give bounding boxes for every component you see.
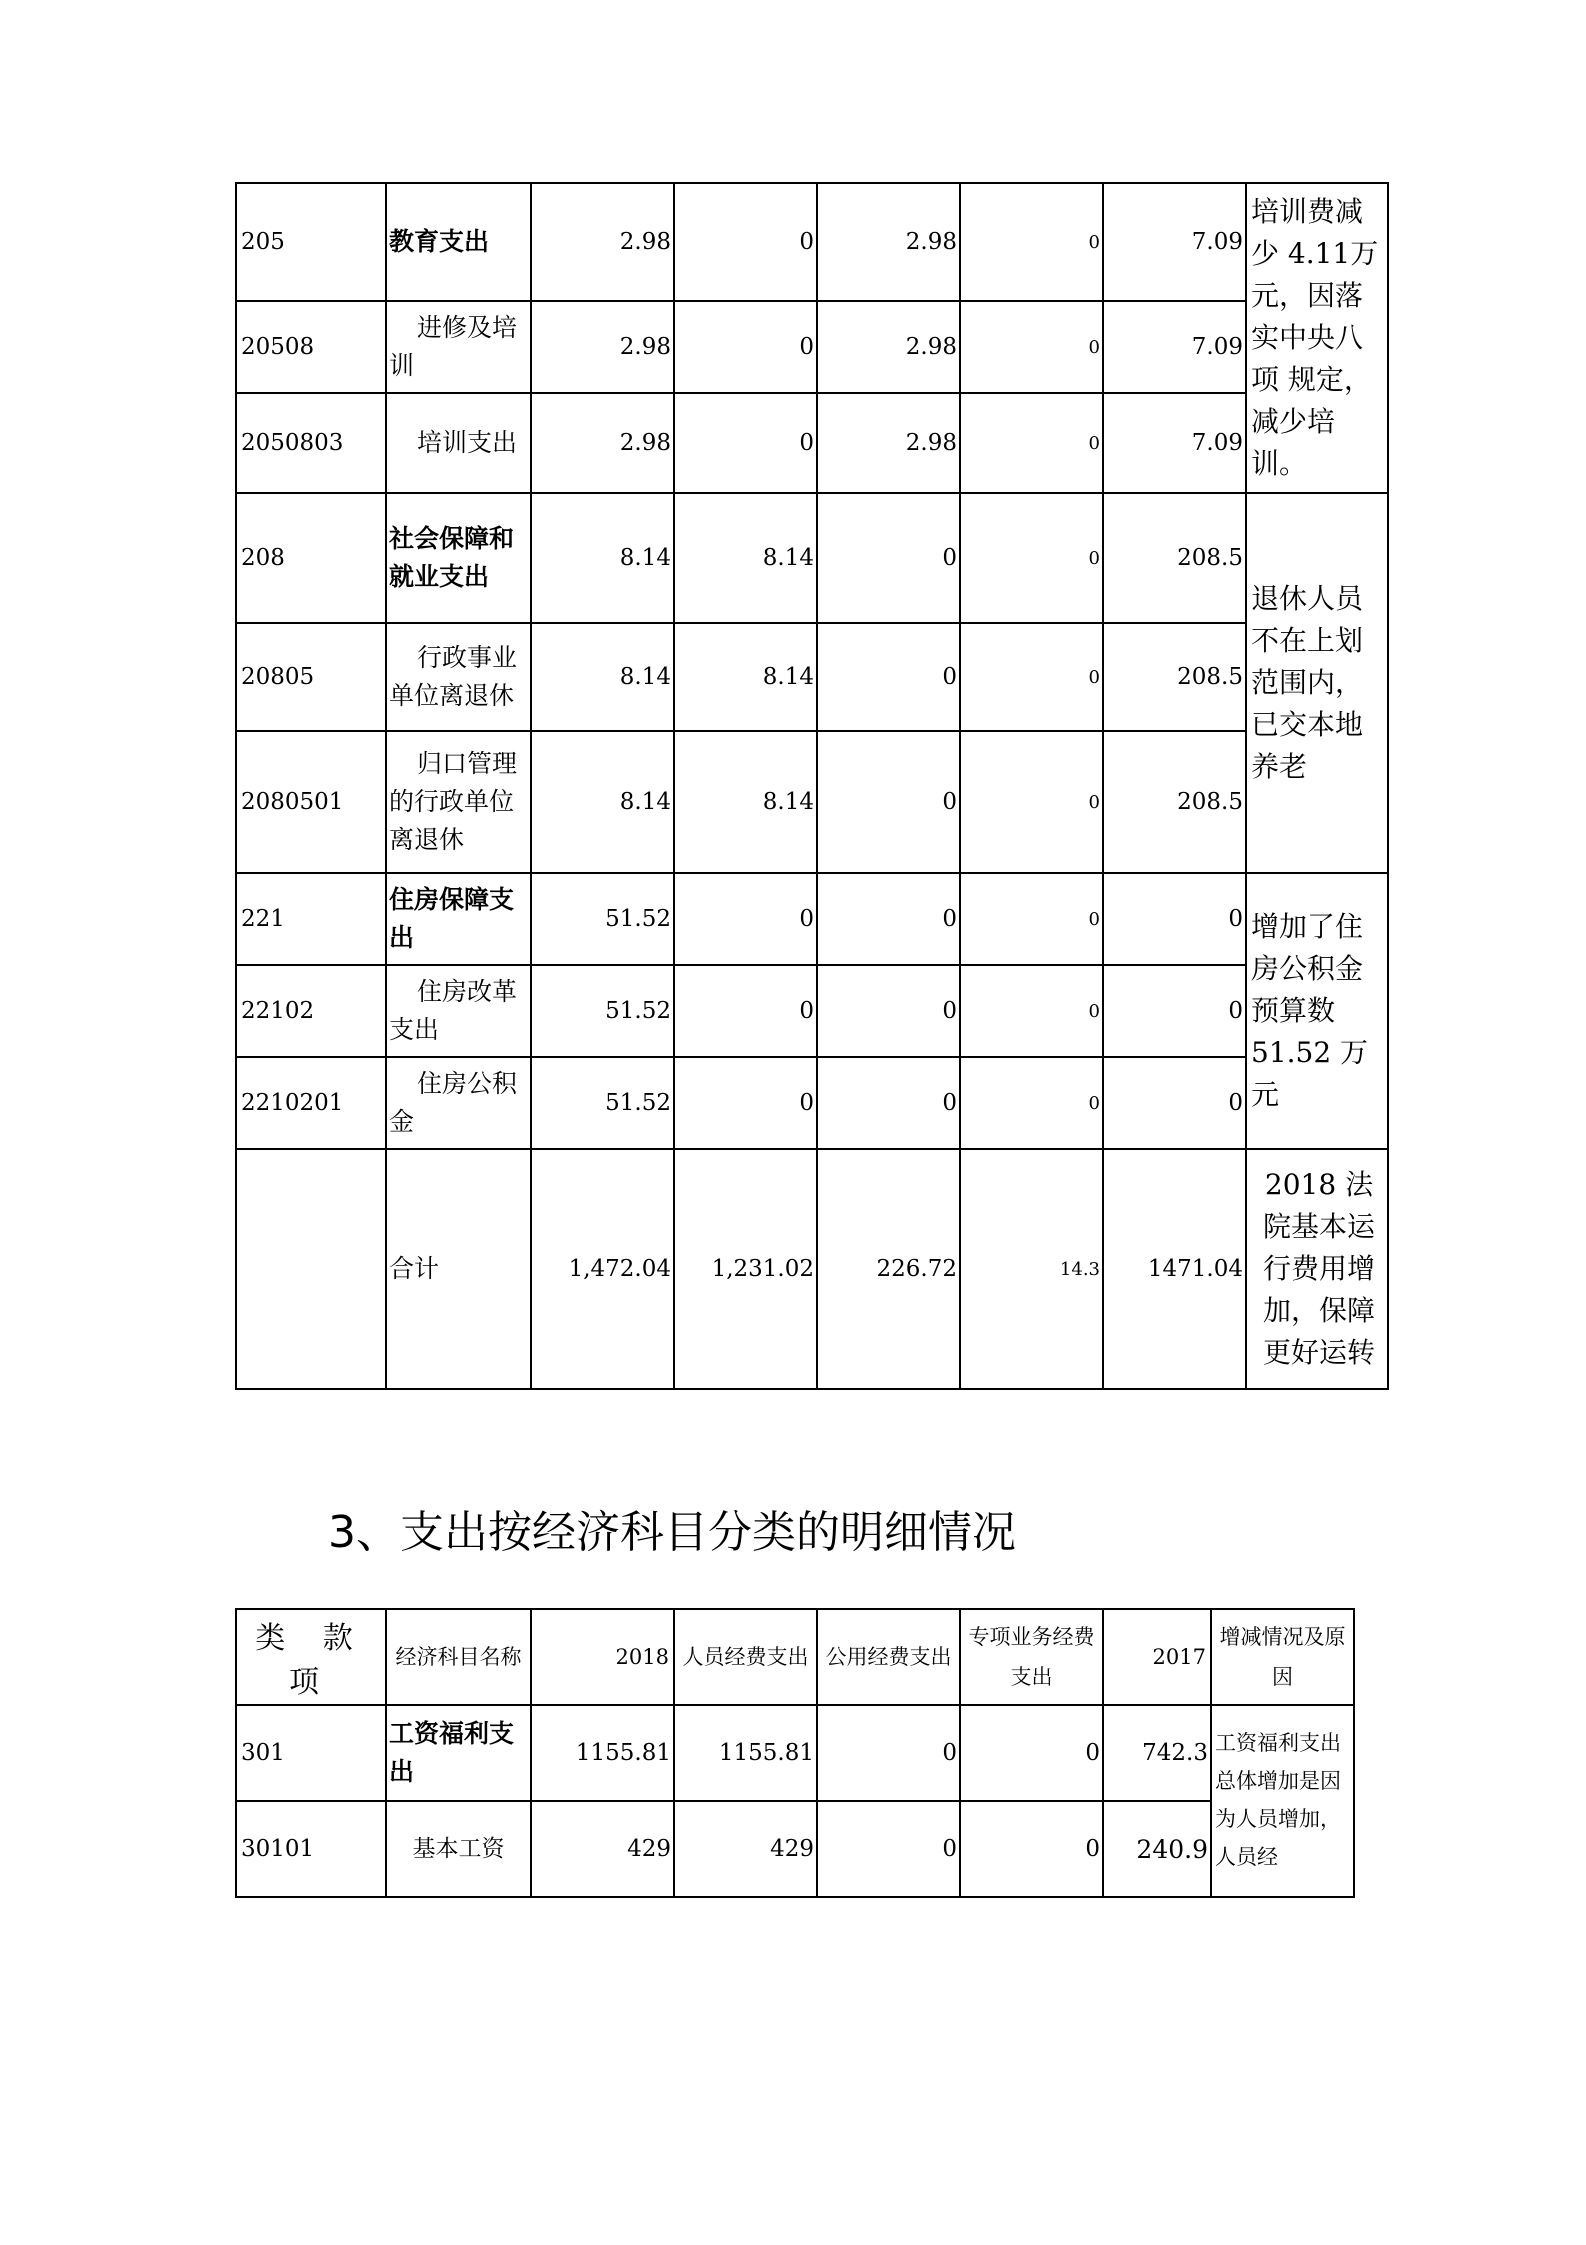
reason-cell: 增加了住房公积金预算数51.52 万元 <box>1246 873 1388 1149</box>
row-name: 基本工资 <box>386 1801 531 1897</box>
row-value: 0 <box>817 873 960 965</box>
table-row <box>236 393 1388 493</box>
table-row <box>236 873 1388 965</box>
total-code <box>236 1149 386 1389</box>
row-value: 0 <box>674 393 817 493</box>
header-personnel: 人员经费支出 <box>674 1609 817 1705</box>
row-value: 0 <box>674 301 817 393</box>
total-value: 226.72 <box>817 1149 960 1389</box>
total-value: 1471.04 <box>1103 1149 1246 1389</box>
row-value: 2.98 <box>817 393 960 493</box>
table-row <box>236 623 1388 731</box>
row-value: 8.14 <box>674 493 817 623</box>
row-value: 429 <box>674 1801 817 1897</box>
header-subject-name: 经济科目名称 <box>386 1609 531 1705</box>
row-code: 205 <box>236 183 386 301</box>
row-value: 2.98 <box>817 183 960 301</box>
row-value: 2.98 <box>817 301 960 393</box>
row-value: 51.52 <box>531 965 674 1057</box>
row-name: 归口管理的行政单位离退休 <box>386 731 531 873</box>
row-value: 0 <box>674 1057 817 1149</box>
row-value: 240.9 <box>1103 1801 1211 1897</box>
row-value: 0 <box>960 873 1103 965</box>
row-value: 0 <box>817 1705 960 1801</box>
row-value: 7.09 <box>1103 183 1246 301</box>
row-value: 0 <box>817 1801 960 1897</box>
total-value: 1,231.02 <box>674 1149 817 1389</box>
row-value: 0 <box>960 623 1103 731</box>
row-value: 0 <box>960 1057 1103 1149</box>
row-value: 0 <box>674 965 817 1057</box>
header-2017: 2017 <box>1103 1609 1211 1705</box>
row-value: 2.98 <box>531 393 674 493</box>
total-value: 14.3 <box>960 1149 1103 1389</box>
table-row <box>236 1801 1354 1897</box>
row-code: 2050803 <box>236 393 386 493</box>
row-value: 8.14 <box>531 493 674 623</box>
row-value: 0 <box>817 1057 960 1149</box>
table-row <box>236 1705 1354 1801</box>
row-value: 0 <box>817 493 960 623</box>
header-2018: 2018 <box>531 1609 674 1705</box>
row-value: 0 <box>817 731 960 873</box>
row-value: 0 <box>674 873 817 965</box>
row-value: 7.09 <box>1103 301 1246 393</box>
row-value: 0 <box>960 301 1103 393</box>
row-name: 住房改革支出 <box>386 965 531 1057</box>
header-special: 专项业务经费支出 <box>960 1609 1103 1705</box>
row-value: 0 <box>960 493 1103 623</box>
row-code: 2080501 <box>236 731 386 873</box>
table-row <box>236 183 1388 301</box>
row-name: 社会保障和就业支出 <box>386 493 531 623</box>
row-value: 208.5 <box>1103 731 1246 873</box>
row-value: 0 <box>1103 1057 1246 1149</box>
table-header-row <box>236 1609 1354 1705</box>
row-name: 培训支出 <box>386 393 531 493</box>
header-reason: 增减情况及原因 <box>1211 1609 1354 1705</box>
row-value: 0 <box>817 965 960 1057</box>
total-reason: 2018 法院基本运行费用增加，保障更好运转 <box>1246 1149 1388 1389</box>
row-value: 0 <box>960 731 1103 873</box>
row-value: 742.3 <box>1103 1705 1211 1801</box>
expense-economic-table <box>235 1608 1355 1898</box>
reason-cell: 培训费减少 4.11万元，因落实中央八 项 规定，减少培训。 <box>1246 183 1388 493</box>
section-heading: 3、支出按经济科目分类的明细情况 <box>328 1507 1016 1558</box>
row-value: 429 <box>531 1801 674 1897</box>
header-public: 公用经费支出 <box>817 1609 960 1705</box>
header-category: 类 款 项 <box>236 1609 386 1705</box>
row-value: 0 <box>1103 965 1246 1057</box>
row-value: 51.52 <box>531 1057 674 1149</box>
total-row <box>236 1149 1388 1389</box>
row-code: 20805 <box>236 623 386 731</box>
row-value: 2.98 <box>531 301 674 393</box>
row-name: 教育支出 <box>386 183 531 301</box>
row-code: 20508 <box>236 301 386 393</box>
row-value: 0 <box>960 393 1103 493</box>
row-code: 208 <box>236 493 386 623</box>
row-value: 0 <box>960 1801 1103 1897</box>
row-value: 8.14 <box>531 623 674 731</box>
row-value: 208.5 <box>1103 493 1246 623</box>
row-name: 进修及培训 <box>386 301 531 393</box>
row-code: 2210201 <box>236 1057 386 1149</box>
row-value: 1155.81 <box>531 1705 674 1801</box>
total-value: 1,472.04 <box>531 1149 674 1389</box>
expense-function-table <box>235 182 1389 1390</box>
row-value: 0 <box>1103 873 1246 965</box>
row-value: 1155.81 <box>674 1705 817 1801</box>
table-row <box>236 965 1388 1057</box>
row-code: 22102 <box>236 965 386 1057</box>
row-value: 0 <box>960 1705 1103 1801</box>
reason-cell: 工资福利支出总体增加是因为人员增加，人员经 <box>1211 1705 1354 1897</box>
row-value: 8.14 <box>674 623 817 731</box>
table-row <box>236 493 1388 623</box>
row-name: 住房公积金 <box>386 1057 531 1149</box>
table-row <box>236 301 1388 393</box>
row-value: 8.14 <box>531 731 674 873</box>
row-value: 7.09 <box>1103 393 1246 493</box>
row-value: 8.14 <box>674 731 817 873</box>
reason-cell: 退休人员不在上划范围内，已交本地养老 <box>1246 493 1388 873</box>
row-code: 301 <box>236 1705 386 1801</box>
row-value: 0 <box>817 623 960 731</box>
total-label: 合计 <box>386 1149 531 1389</box>
row-value: 51.52 <box>531 873 674 965</box>
table-row <box>236 731 1388 873</box>
row-value: 0 <box>960 183 1103 301</box>
table-row <box>236 1057 1388 1149</box>
row-value: 2.98 <box>531 183 674 301</box>
row-code: 221 <box>236 873 386 965</box>
row-name: 工资福利支出 <box>386 1705 531 1801</box>
row-value: 0 <box>674 183 817 301</box>
row-value: 0 <box>960 965 1103 1057</box>
row-code: 30101 <box>236 1801 386 1897</box>
row-name: 行政事业单位离退休 <box>386 623 531 731</box>
row-name: 住房保障支出 <box>386 873 531 965</box>
row-value: 208.5 <box>1103 623 1246 731</box>
